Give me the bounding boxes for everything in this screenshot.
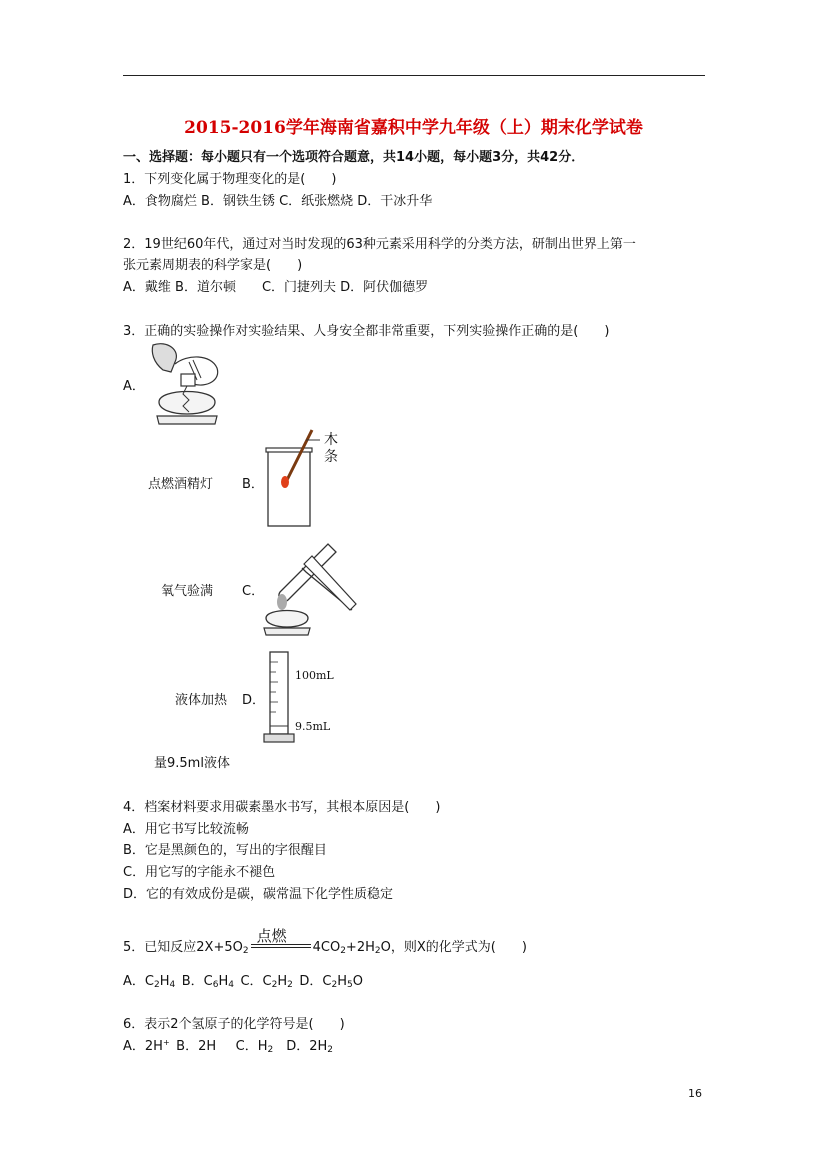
q5-reactants: 2X+5O: [196, 940, 243, 955]
reaction-condition: 点燃: [256, 927, 287, 945]
q3-option-b-label: B．: [242, 477, 264, 492]
question-4-option-d: D．它的有效成份是碳，碳常温下化学性质稳定: [123, 887, 394, 902]
question-5-stem: 5．已知反应$2X+5O_2$ 点燃 $4CO_2+2H_2O$，则X的化学式为( ): [123, 927, 527, 956]
reaction-arrow: [249, 927, 313, 953]
measuring-cylinder-figure: [262, 648, 296, 744]
question-3-stem: 3．正确的实验操作对实验结果、人身安全都非常重要，下列实验操作正确的是( ): [123, 324, 610, 339]
section-heading: 一、选择题：每小题只有一个选项符合题意，共14小题，每小题3分，共42分．: [123, 150, 585, 165]
header-rule: [123, 75, 705, 76]
wood-stick-label: 木条: [324, 432, 338, 465]
q3-option-d-label: D．: [242, 693, 266, 708]
q3-caption-c: 液体加热: [175, 693, 228, 708]
question-1-stem: 1．下列变化属于物理变化的是( ): [123, 172, 337, 187]
lighting-alcohol-lamp-figure: [145, 340, 227, 428]
question-1-options: A．食物腐烂 B．钢铁生锈 C．纸张燃烧 D．干冰升华: [123, 194, 433, 209]
q5-prefix: 5．已知反应: [123, 940, 197, 955]
q3-option-a-label: A．: [123, 379, 145, 394]
q3-option-c-label: C．: [242, 584, 265, 599]
q3-caption-d: 量9.5ml液体: [154, 756, 230, 771]
page-number: 16: [688, 1087, 702, 1100]
liquid-heating-figure: [262, 540, 358, 636]
question-2-stem-line1: 2．19世纪60年代，通过对当时发现的63种元素采用科学的分类方法，研制出世界上第一: [123, 237, 636, 252]
q3-caption-b: 氧气验满: [161, 584, 214, 599]
oxygen-test-bottle-figure: [262, 428, 324, 528]
q3-caption-a: 点燃酒精灯: [148, 477, 214, 492]
question-4-option-b: B．它是黑颜色的，写出的字很醒目: [123, 843, 327, 858]
question-4-option-c: C．用它写的字能永不褪色: [123, 865, 276, 880]
page-title: 2015-2016学年海南省嘉积中学九年级（上）期末化学试卷: [184, 118, 643, 138]
question-6-stem: 6．表示2个氢原子的化学符号是( ): [123, 1017, 345, 1032]
question-2-options: A．戴维 B．道尔顿 C．门捷列夫 D．阿伏伽德罗: [123, 280, 429, 295]
question-2-stem-line2: 张元素周期表的科学家是( ): [123, 258, 303, 273]
question-4-stem: 4．档案材料要求用碳素墨水书写，其根本原因是( ): [123, 800, 441, 815]
question-6-options: A．2H+ B．2H C．$H_2$ D．$2H_2$: [123, 1038, 334, 1055]
cylinder-label-bottom: 9.5mL: [295, 720, 331, 733]
cylinder-label-top: 100mL: [295, 669, 334, 682]
question-5-options: A．$C_2H_4$ B．$C_6H_4$ C．$C_2H_2$ D．$C_2H_5O$: [123, 974, 363, 990]
question-4-option-a: A．用它书写比较流畅: [123, 822, 249, 837]
